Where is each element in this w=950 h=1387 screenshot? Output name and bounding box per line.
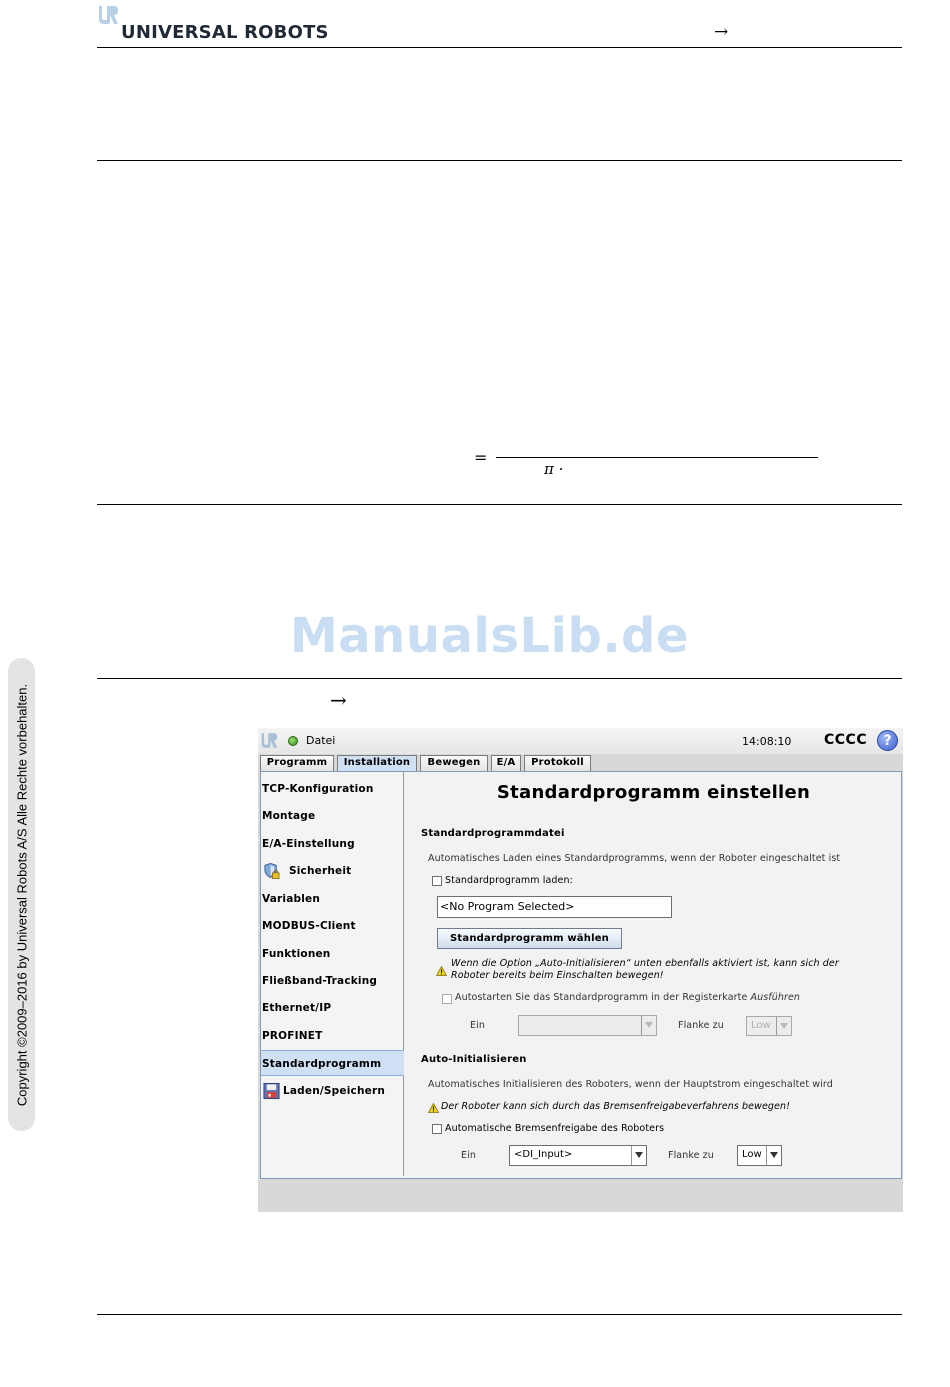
footer-rule	[97, 1314, 902, 1315]
autostart-input-select[interactable]	[518, 1015, 657, 1036]
section-rule	[97, 678, 902, 679]
sidebar-item-label: Laden/Speichern	[283, 1085, 385, 1097]
installation-content	[260, 771, 902, 1179]
autoinit-description: Automatisches Initialisieren des Roboters, wenn der Hauptstrom eingeschaltet wird	[428, 1079, 833, 1090]
select-default-program-button[interactable]: Standardprogramm wählen	[437, 928, 622, 949]
autostart-edge-select[interactable]	[746, 1016, 792, 1036]
file-menu[interactable]: Datei	[306, 734, 336, 747]
save-disk-icon	[263, 1082, 280, 1100]
sidebar-item-label: Sicherheit	[289, 865, 352, 877]
sidebar-item-ethernet-ip[interactable]: Ethernet/IP	[262, 1002, 332, 1014]
sidebar-item-conveyor[interactable]: Fließband-Tracking	[262, 975, 378, 987]
autostart-label-text: Autostarten Sie das Standardprogramm in der Registerkarte	[455, 992, 751, 1003]
tab-ea[interactable]: E/A	[491, 755, 521, 771]
warning-icon	[436, 966, 447, 976]
header-rule	[97, 47, 902, 48]
sidebar-item-funktionen[interactable]: Funktionen	[262, 948, 331, 960]
autostart-edge-value: Low	[751, 1020, 771, 1031]
sidebar-item-montage[interactable]: Montage	[262, 810, 316, 822]
autostart-in-label: Ein	[470, 1020, 485, 1031]
sidebar-item-io-setup[interactable]: E/A-Einstellung	[262, 838, 355, 850]
section-title-autoinit: Auto-Initialisieren	[421, 1054, 527, 1065]
formula-equals: =	[474, 448, 488, 467]
tab-bewegen[interactable]: Bewegen	[420, 755, 488, 771]
sidebar-item-sicherheit[interactable]	[261, 858, 404, 884]
autoinit-edge-select[interactable]	[737, 1145, 782, 1166]
section-title-file: Standardprogrammdatei	[421, 828, 565, 839]
sidebar-item-modbus[interactable]: MODBUS-Client	[262, 920, 356, 932]
ur-logo-icon	[260, 731, 278, 750]
chevron-down-icon	[631, 1146, 646, 1165]
file-description: Automatisches Laden eines Standardprogramms, wenn der Roboter eingeschaltet ist	[428, 853, 841, 864]
sidebar-item-standardprogramm[interactable]: Standardprogramm	[261, 1050, 404, 1076]
warning-icon	[428, 1103, 439, 1113]
robot-status-icon[interactable]	[288, 736, 298, 746]
autoinit-input-value: <DI_Input>	[514, 1149, 573, 1160]
load-default-program-checkbox[interactable]	[432, 876, 442, 886]
page-title: Standardprogramm einstellen	[496, 782, 811, 803]
shield-lock-icon	[263, 862, 280, 880]
tab-installation[interactable]: Installation	[337, 755, 417, 771]
autoinit-edge-value: Low	[742, 1149, 762, 1160]
autoinit-warning-line2: Roboter bereits beim Einschalten bewegen!	[451, 970, 664, 981]
chevron-down-icon	[766, 1146, 781, 1165]
top-bar	[258, 728, 903, 754]
brand-name: UNIVERSAL ROBOTS	[121, 22, 329, 43]
clock: 14:08:10	[742, 735, 792, 748]
load-default-program-label: Standardprogramm laden:	[445, 875, 573, 886]
default-program-field[interactable]: <No Program Selected>	[437, 896, 672, 918]
ur-logo-icon	[97, 4, 119, 26]
formula-denominator: π ·	[544, 460, 564, 478]
universal-robots-logo	[97, 4, 327, 44]
autostart-checkbox[interactable]	[442, 994, 452, 1004]
autoinit-edge-label: Flanke zu	[668, 1150, 714, 1161]
auto-brake-release-checkbox[interactable]	[432, 1124, 442, 1134]
brake-release-warning: Der Roboter kann sich durch das Bremsenfreigabeverfahrens bewegen!	[441, 1101, 791, 1112]
formula	[474, 448, 824, 478]
sidebar-item-profinet[interactable]: PROFINET	[262, 1030, 323, 1042]
tab-programm[interactable]: Programm	[260, 755, 334, 771]
header-arrow: →	[714, 22, 729, 42]
sidebar-item-load-save[interactable]	[261, 1078, 404, 1104]
sidebar-item-variablen[interactable]: Variablen	[262, 893, 321, 905]
installation-sidebar	[261, 772, 404, 1176]
section-rule	[97, 504, 902, 505]
tab-protokoll[interactable]: Protokoll	[524, 755, 591, 771]
autoinit-in-label: Ein	[461, 1150, 476, 1161]
copyright-text: Copyright ©2009–2016 by Universal Robots A/S Alle Rechte vorbehalten.	[14, 683, 29, 1106]
auto-brake-release-label: Automatische Bremsenfreigabe des Roboters	[445, 1123, 665, 1134]
autostart-label	[455, 992, 800, 1003]
robot-name: CCCC	[824, 732, 868, 748]
standardprogramm-panel	[406, 772, 901, 1176]
polyscope-screenshot	[258, 728, 903, 1212]
sidebar-item-tcp[interactable]: TCP-Konfiguration	[262, 783, 374, 795]
autostart-tab-name: Ausführen	[750, 992, 801, 1003]
caption-arrow: →	[330, 688, 347, 712]
help-icon[interactable]: ?	[877, 730, 898, 751]
copyright-sidebar	[8, 658, 35, 1131]
chevron-down-icon	[641, 1016, 656, 1035]
chevron-down-icon	[776, 1017, 791, 1035]
watermark: ManualsLib.de	[290, 608, 689, 664]
autoinit-input-select[interactable]	[509, 1145, 647, 1166]
fraction-line	[496, 457, 818, 458]
autostart-edge-label: Flanke zu	[678, 1020, 724, 1031]
section-rule	[97, 160, 902, 161]
autoinit-warning-line1: Wenn die Option „Auto-Initialisieren“ unten ebenfalls aktiviert ist, kann sich der	[451, 958, 839, 969]
